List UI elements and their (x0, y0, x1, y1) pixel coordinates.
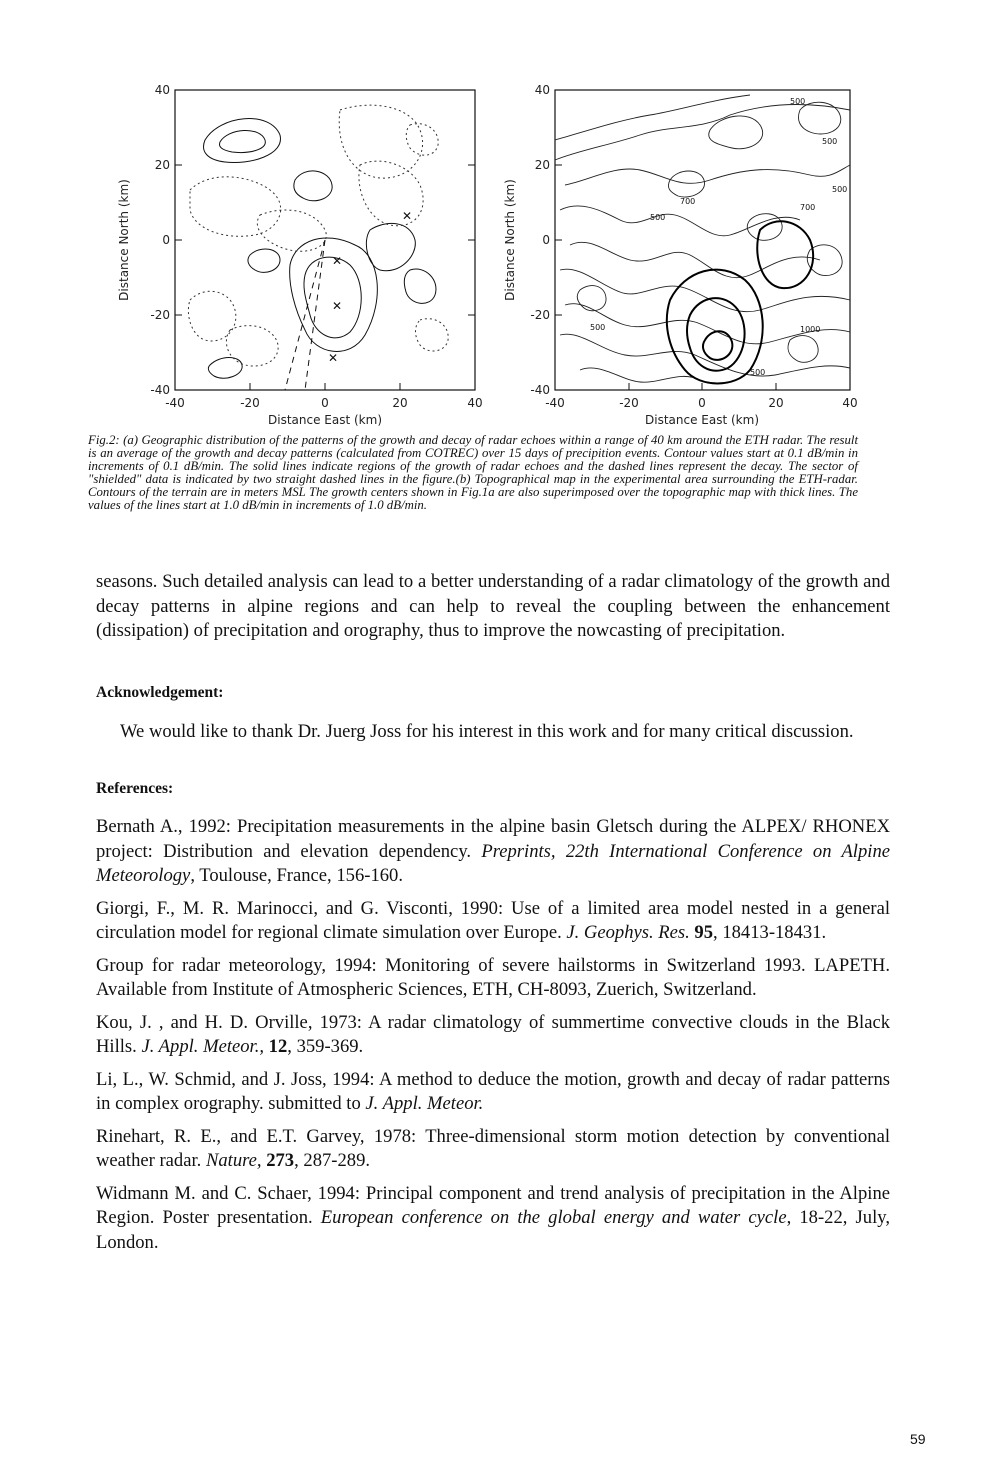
growth-center-marker: ✕ (332, 299, 343, 313)
right-xlabel: Distance East (km) (645, 413, 759, 427)
left-ylabel: Distance North (km) (117, 179, 131, 301)
right-ytick: 0 (542, 233, 550, 247)
left-xlabel: Distance East (km) (268, 413, 382, 427)
figure-svg (110, 70, 870, 430)
contour-label: 500 (790, 97, 806, 106)
left-ytick: -20 (150, 308, 170, 322)
growth-center-marker: ✕ (402, 209, 413, 223)
right-xtick: -40 (545, 396, 565, 410)
figure-caption: Fig.2: (a) Geographic distribution of the patterns of the growth and decay of radar echoes within a range of 40 km around the ETH radar. The result is an average of the growth and decay patterns (calculated from COTREC) over 15 days of precipition events. Contour values start at 0.1 dB/min in increments of 0.1 dB/min. The solid lines indicate regions of the growth of radar echoes and the dashed lines represent the decay. The sector of "shielded" data is indicated by two straight dashed lines in the figure.(b) Topographical map in the experimental area surrounding the ETH-radar. Contours of the terrain are in meters MSL The growth centers shown in Fig.1a are also superimposed over the topographic map with thick lines. The values of the lines start at 1.0 dB/min in increments of 1.0 dB/min. (88, 433, 858, 512)
reference-item: Li, L., W. Schmid, and J. Joss, 1994: A method to deduce the motion, growth and decay of radar patterns in complex orography. submitted to J. Appl. Meteor. (96, 1068, 890, 1114)
contour-label: 500 (650, 213, 666, 222)
right-ytick: -20 (530, 308, 550, 322)
right-ytick: 20 (534, 158, 550, 172)
right-panel (503, 83, 858, 427)
contour-label: 500 (832, 185, 848, 194)
acknowledgement-text: We would like to thank Dr. Juerg Joss for his interest in this work and for many critical discussion. (120, 721, 854, 742)
growth-center-marker: ✕ (332, 254, 343, 268)
reference-item: Giorgi, F., M. R. Marinocci, and G. Visconti, 1990: Use of a limited area model nested in a general circulation model for regional climate simulation over Europe. J. Geophys. Res. 95, 18413-18431. (96, 897, 890, 943)
left-contours (204, 119, 436, 379)
contour-label: 500 (590, 323, 606, 332)
reference-item: Widmann M. and C. Schaer, 1994: Principal component and trend analysis of precipitation in the Alpine Region. Poster presentation. European conference on the global energy and water cycle, 18-22, July, London. (96, 1182, 890, 1253)
left-panel (117, 83, 483, 427)
references-heading: References: (96, 780, 174, 797)
left-xtick: 40 (467, 396, 483, 410)
left-xtick: -40 (165, 396, 185, 410)
right-xtick: 40 (842, 396, 858, 410)
body-paragraph: seasons. Such detailed analysis can lead to a better understanding of a radar climatology of the growth and decay patterns in alpine regions and can help to reveal the coupling between the enhancement (dissipation) of precipitation and orography, thus to improve the nowcasting of precipitation. (96, 571, 890, 641)
left-ytick: -40 (150, 383, 170, 397)
growth-center-overlay (667, 221, 813, 383)
contour-label: 1000 (800, 325, 821, 334)
right-xtick: 0 (698, 396, 706, 410)
right-ytick: -40 (530, 383, 550, 397)
growth-center-marker: ✕ (328, 351, 339, 365)
growth-center-markers (328, 209, 412, 365)
left-xtick: 20 (392, 396, 408, 410)
reference-list (96, 815, 890, 1263)
left-xtick: 0 (321, 396, 329, 410)
reference-item: Bernath A., 1992: Precipitation measurements in the alpine basin Gletsch during the ALPEX/ RHONEX project: Distribution and elevation dependency. Preprints, 22th International Conference on Alpine Meteorology, Toulouse, France, 156-160. (96, 816, 890, 886)
right-ytick: 40 (534, 83, 550, 97)
left-decay-contours (188, 105, 448, 366)
reference-item: Rinehart, R. E., and E.T. Garvey, 1978: Three-dimensional storm motion detection by conventional weather radar. Nature, 273, 287-289. (96, 1125, 890, 1171)
acknowledgement-heading: Acknowledgement: (96, 684, 224, 701)
reference-item: Group for radar meteorology, 1994: Monitoring of severe hailstorms in Switzerland 1993. LAPETH. Available from Institute of Atmospheric Sciences, ETH, CH-8093, Zuerich, Switzerland. (96, 954, 890, 1000)
left-ytick: 20 (154, 158, 170, 172)
right-xtick: -20 (619, 396, 639, 410)
right-ylabel: Distance North (km) (503, 179, 517, 301)
left-ytick: 0 (162, 233, 170, 247)
left-xtick: -20 (240, 396, 260, 410)
page-number: 59 (910, 1431, 926, 1447)
contour-label: 500 (750, 368, 766, 377)
right-xtick: 20 (768, 396, 784, 410)
contour-label: 700 (680, 197, 696, 206)
terrain-contours (555, 95, 850, 382)
reference-item: Kou, J. , and H. D. Orville, 1973: A radar climatology of summertime convective clouds in the Black Hills. J. Appl. Meteor., 12, 359-369. (96, 1011, 890, 1057)
left-ytick: 40 (154, 83, 170, 97)
figure-2 (110, 70, 870, 430)
contour-label: 700 (800, 203, 816, 212)
contour-label: 500 (822, 137, 838, 146)
